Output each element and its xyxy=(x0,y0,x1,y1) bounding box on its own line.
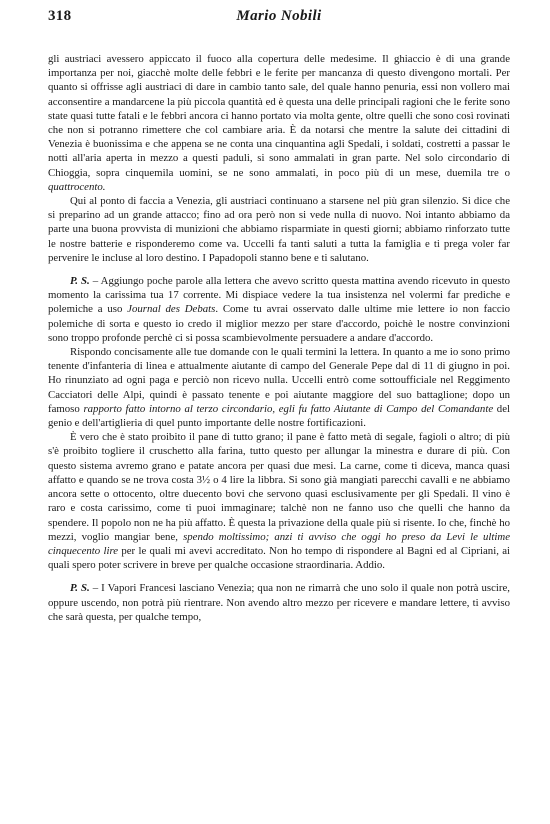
postscript-label: P. S. xyxy=(70,582,90,595)
paragraph-text: È vero che è stato proibito il pane di tutto grano; il pane è fatto metà di segale, fagioli o altro; di più s'è proibito togliere il cruschetto alla farina, tutto questo per allungar la minestra e durare di più. Con questo sistema avremo grano e patate ancora per quasi due mesi. La carne, come ti diceva, manca quasi affatto e quando se ne trova costa 3½ o 4 lire la libbra. Si sono già mangiati parecchi cavalli e ne abbiamo ancora sette o ottocento, oltre duecento bovi che servono quasi esclusivamente per gli Spedali. Il vino è raro e costa carissimo, come ti puoi immaginare; talchè non ne fanno uso che quelli che hanno da spendere. Il popolo non ne ha più affatto. È questa la privazione della quale più si risente. Io che, finchè ho mezzi, voglio mangiar bene, xyxy=(48,431,510,543)
page-header xyxy=(48,8,510,30)
running-head: Mario Nobili xyxy=(236,8,322,24)
paragraph-answers xyxy=(48,345,510,430)
postscript-text: – I Vapori Francesi lasciano Venezia; qua non ne rimarrà che uno solo il quale non potrà uscire, oppure uscendo, non potrà più rientrare. Non avendo altro mezzo per ricevere e mandare lettere, ti avviso che sarà questa, per qualche tempo, xyxy=(48,582,510,623)
paragraph-italic-word: quattrocento. xyxy=(48,180,106,193)
postscript-1 xyxy=(48,274,510,345)
paragraph-text-cont: per le quali mi avevi accreditato. Non ho tempo di rispondere al Bagni ed al Cipriani, ai quali spero poter scrivere in breve per qualche occasione straordinaria. Addio. xyxy=(48,544,511,572)
paragraph-text-cont: del genio e dell'artiglieria di quel punto importante delle nostre fortificazioni. xyxy=(48,402,510,430)
paragraph: Qui al ponto di faccia a Venezia, gli austriaci continuano a starsene nel più gran silenzio. Si dice che si preparino ad un grande attacco; fino ad ora però non si vede nulla di nuovo. Noi intanto abbiamo da parte una buona provvista di munizioni che abbiamo risparmiate in questi giorni; abbiamo rinforzato tutte le nostre batterie e risponderemo come va. Uccelli fa tanti saluti a tutta la famiglia e ti prega voler far pervenire le incluse al loro destino. I Papadopoli stanno bene e ti salutano. xyxy=(48,195,510,264)
page-number: 318 xyxy=(48,8,72,24)
paragraph-text: Rispondo concisamente alle tue domande con le quali termini la lettera. In quanto a me io sono primo tenente d'infanteria di linea e attualmente aiutante di campo del Generale Pepe dal di 11 di giugno in poi. Ho rinunziato ad ogni paga e perciò non ricevo nulla. Uccelli entrò come sottoufficiale nel Reggimento Cacciatori delle Alpi, quindi è passato tenente e poi aiutante maggiore del suo battaglione; dopo un famoso xyxy=(48,346,510,415)
paragraph-provisions xyxy=(48,430,510,572)
postscript-label: P. S. xyxy=(70,275,90,288)
paragraph-italic-phrase: rapporto fatto intorno al terzo circondario, egli fu fatto Aiutante di Campo del Comandante xyxy=(83,402,494,415)
paragraph-text: gli austriaci avessero appiccato il fuoco alla copertura delle medesime. Il ghiaccio è di una grande importanza per noi, giacchè molte delle febbri e le ferite per mancanza di questo divengono mortali. Per quanto si offrisse agli austriaci di dare in cambio tanto sale, del quale hanno penuria, essi non vollero mai acconsentire a mandarcene la più piccola quantità ed è questa una delle principali ragioni che le ferite sono state quasi tutte fatali e le febbri ancora ci hanno portato via molta gente, oltre quelli che sono così rovinati che non si potranno rimettere che col cambiare aria. È da notarsi che mentre la salute dei cittadini di Venezia è buonissima e che appena se ne conta una cinquantina agli Spedali, i soldati, costretti a passar le notti all'aria aperta in mezzo a questi paduli, si sono ammalati in gran parte. Nel solo circondario di Chioggia, sopra cinquemila uomini, se ne sono ammalati, in poco più di un mese, duemila tre o xyxy=(48,53,510,179)
postscript-text: – Aggiungo poche parole alla lettera che avevo scritto questa mattina avendo ricevuto in questo momento la carissima tua 17 corrente. Mi dispiace vedere la tua insistenza nel volermi far prediche e polemiche a uso xyxy=(48,275,510,316)
paragraph-continued xyxy=(48,52,510,194)
journal-title: Journal des Debats xyxy=(127,303,216,316)
postscript-text-cont: . Come tu avrai osservato dalle ultime mie lettere io non faccio polemiche di sorta e questo io credo il miglior mezzo per stare d'accordo, poichè le nostre convinzioni sono troppo profonde perchè ci si possa scambievolmente persuadere a andare d'accordo. xyxy=(48,303,511,344)
paragraph-italic-phrase: spendo moltissimo; anzi ti avviso che oggi ho preso da Levi le ultime cinquecento lire xyxy=(48,530,510,557)
postscript-2 xyxy=(48,581,510,624)
letter-body xyxy=(48,52,510,624)
